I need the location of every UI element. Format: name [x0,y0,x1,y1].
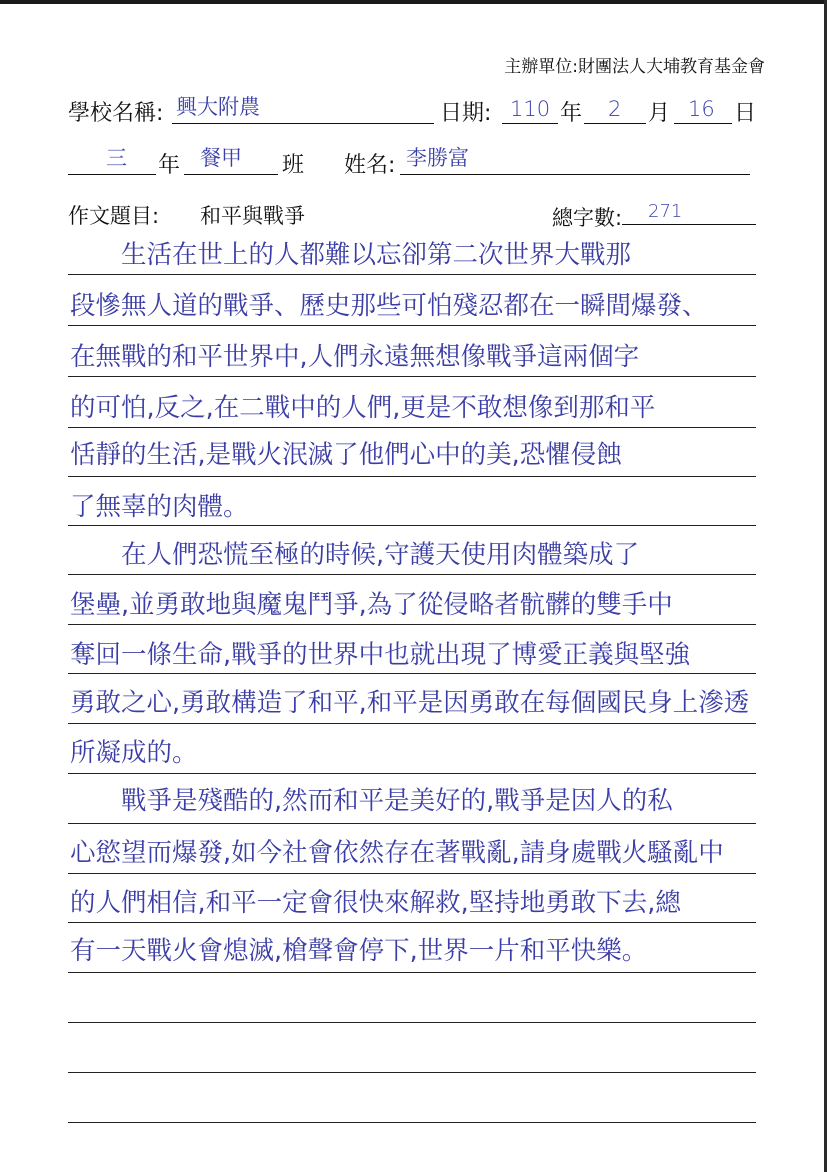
school-value: 興大附農 [176,95,260,119]
essay-line-4: 的可怕,反之,在二戰中的人們,更是不敢想像到那和平 [70,393,656,423]
class-label: 班 [282,153,305,178]
name-value: 李勝富 [406,146,469,170]
essay-line-13: 心慾望而爆發,如今社會依然存在著戰亂,請身處戰火騷亂中 [70,838,724,868]
essay-line-10: 勇敢之心,勇敢構造了和平,和平是因勇敢在每個國民身上滲透 [70,688,750,718]
grade-value: 三 [106,146,127,170]
essay-line-2: 段慘無人道的戰爭、歷史那些可怕殘忍都在一瞬間爆發、 [70,291,708,321]
ruled-line [68,672,756,674]
essay-line-11: 所凝成的。 [70,738,198,768]
essay-line-18 [70,1082,770,1120]
topic-value: 和平與戰爭 [200,204,305,228]
ruled-line [68,872,756,874]
ruled-line [68,822,756,824]
essay-line-3: 在無戰的和平世界中,人們永遠無想像戰爭這兩個字 [70,342,640,372]
essay-line-5: 恬靜的生活,是戰火泯滅了他們心中的美,恐懼侵蝕 [70,440,622,470]
essay-line-6: 了無辜的肉體。 [70,492,249,522]
essay-line-17 [70,1032,770,1070]
day-field[interactable] [674,95,732,124]
date-label: 日期: [440,101,492,126]
ruled-line [68,722,756,724]
year-field[interactable] [502,95,558,124]
ruled-line [68,1121,756,1123]
essay-line-7: 在人們恐慌至極的時候,守護天使用肉體築成了 [70,540,640,570]
ruled-line [68,1021,756,1023]
ruled-line [68,921,756,923]
ruled-line [68,772,756,774]
wordcount-field[interactable] [622,196,756,225]
class-field[interactable] [184,146,278,175]
ruled-line [68,426,756,428]
grade-label: 年 [158,153,181,178]
month-field[interactable] [584,95,646,124]
essay-line-9: 奪回一條生命,戰爭的世界中也就出現了博愛正義與堅強 [70,640,691,670]
ruled-line [68,573,756,575]
essay-line-14: 的人們相信,和平一定會很快來解救,堅持地勇敢下去,總 [70,888,681,918]
ruled-line [68,475,756,477]
school-label: 學校名稱: [68,101,164,126]
class-value: 餐甲 [200,146,242,170]
grade-field[interactable] [68,146,156,175]
name-field[interactable] [400,146,750,175]
scan-border-top [0,0,827,4]
ruled-line [68,375,756,377]
topic-label: 作文題目: [68,204,160,228]
ruled-line [68,324,756,326]
ruled-line [68,273,756,275]
ruled-line [68,524,756,526]
month-label: 月 [648,101,671,126]
essay-line-1: 生活在世上的人都難以忘卻第二次世界大戰那 [70,240,632,270]
day-label: 日 [734,101,757,126]
essay-line-8: 堡壘,並勇敢地與魔鬼鬥爭,為了從侵略者骯髒的雙手中 [70,590,673,620]
organizer-label: 主辦單位:財團法人大埔教育基金會 [504,57,765,77]
year-label: 年 [560,101,583,126]
year-value: 110 [510,97,551,121]
name-label: 姓名: [344,153,396,178]
ruled-line [68,623,756,625]
month-value: 2 [608,97,622,121]
wordcount-value: 271 [648,201,683,222]
essay-line-16 [70,982,770,1020]
day-value: 16 [688,97,715,121]
ruled-line [68,1071,756,1073]
essay-line-15: 有一天戰火會熄滅,槍聲會停下,世界一片和平快樂。 [70,936,648,966]
school-field[interactable] [172,95,434,124]
ruled-line [68,971,756,973]
essay-line-12: 戰爭是殘酷的,然而和平是美好的,戰爭是因人的私 [70,786,673,816]
wordcount-label: 總字數: [552,206,623,230]
